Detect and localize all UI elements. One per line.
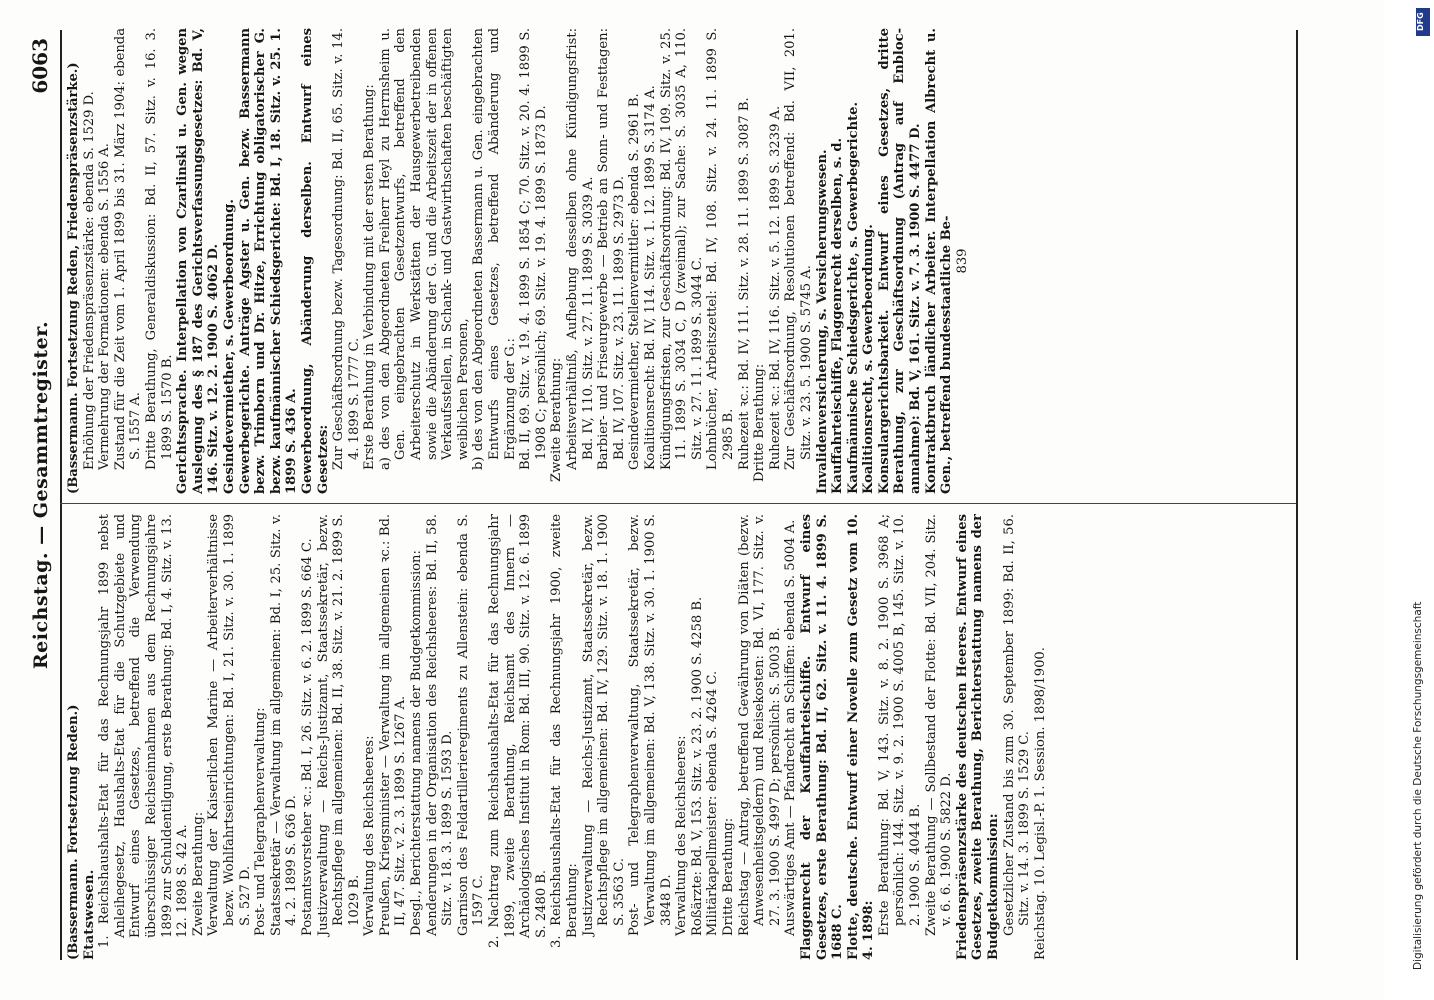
index-entry: Zur Geschäftsordnung, Resolutionen betreffend: Bd. VII, 201. Sitz. v. 23. 5. 1900 S. 5745 A.	[783, 28, 814, 470]
section-heading: Etatswesen.	[81, 869, 97, 960]
index-entry: Post- und Telegraphenverwaltung, Staatssekretär, bezw. Verwaltung im allgemeinen: Bd. V, 138. Sitz. v. 30. 1. 1900 S. 3848 D.	[627, 514, 674, 936]
index-entry: Dritte Berathung:	[752, 363, 768, 482]
page-number: 6063	[28, 38, 52, 94]
index-entry: Kaufmännische Schiedsgerichte, s. Gewerbegerichte.	[845, 101, 861, 494]
continuation-heading: (Bassermann. Fortsetzung Reden.)	[66, 704, 81, 960]
funding-note: Digitalisierung gefördert durch die Deutsche Forschungsgemeinschaft	[1412, 601, 1424, 970]
index-entry: Koalitionsrecht: Bd. IV, 114. Sitz. v. 1. 12. 1899 S. 3174 A.	[642, 85, 658, 470]
index-entry: Zustand für die Zeit vom 1. April 1899 bis 31. März 1904: ebenda S. 1557 A.	[112, 28, 144, 470]
index-entry: Dritte Berathung, Generaldiskussion: Bd. II, 57. Sitz. v. 16. 3. 1899 S. 1570 B.	[143, 28, 175, 470]
running-title: Reichstag. — Gesammtregister.	[30, 320, 52, 670]
index-entry: Gerichtssprache. Interpellation von Czarlinski u. Gen. wegen Auslegung des § 187 des Gerichtsverfassungsgesetzes: Bd. V, 146. Sitz. v. 12. 2. 1900 S. 4062 D.	[175, 28, 222, 494]
index-entry: Zweite Berathung:	[190, 811, 206, 936]
index-entry: Ruhezeit ꝛc.: Bd. IV, 111. Sitz. v. 28. 11. 1899 S. 3087 B.	[736, 97, 752, 470]
signature-mark: 839	[954, 248, 970, 274]
index-entry: Reichstag — Antrag, betreffend Gewährung von Diäten (bezw. Anwesenheitsgeldern) und Reisekosten: Bd. VI, 177. Sitz. v. 27. 3. 1900 S. 4997 D; persönlich: S. 5003 B.	[736, 514, 783, 936]
header-rule	[60, 30, 62, 960]
index-entry: Zweite Berathung:	[549, 357, 565, 482]
index-entry: Ruhezeit ꝛc.: Bd. IV, 116. Sitz. v. 5. 12. 1899 S. 3239 A.	[767, 105, 783, 470]
index-entry: 1. Reichshaushalts-Etat für das Rechnungsjahr 1899 nebst Anleihegesetz, Haushalts-Etat für die Schutzgebiete und Entwurf eines Gesetzes, betreffend die Verwendung überschüssiger Reichseinnahmen aus dem Rechnungsjahre 1899 zur Schuldentilgung, erste Berathung: Bd. I, 4. Sitz. v. 13. 12. 1898 S. 42 A.	[97, 514, 191, 948]
right-column	[66, 28, 1292, 494]
index-entry: Lohnbücher, Arbeitszettel: Bd. IV, 108. Sitz. v. 24. 11. 1899 S. 2985 B.	[705, 28, 736, 470]
index-entry: Dritte Berathung:	[720, 817, 736, 936]
page-header	[22, 30, 62, 960]
index-entry: Kontraktbruch ländlicher Arbeiter. Interpellation Albrecht u. Gen., betreffend bundesstaatliche Be-	[923, 28, 955, 494]
index-entry: Verwaltung des Reichsheeres:	[362, 735, 378, 936]
index-entry: Erhöhung der Friedenspräsenzstärke: ebenda S. 1529 D.	[81, 91, 97, 470]
index-entry: Flaggenrecht der Kauffahrteischiffe. Entwurf eines Gesetzes, erste Berathung: Bd. II, 62. Sitz. v. 11. 4. 1899 S. 1688 C.	[798, 514, 846, 960]
index-entry: Flotte, deutsche. Entwurf einer Novelle zum Gesetz vom 10. 4. 1898:	[845, 514, 877, 960]
index-entry: Gesindevermiether, Stellenvermittler: ebenda S. 2961 B.	[627, 93, 643, 470]
index-entry: Kündigungsfristen, zur Geschäftsordnung: Bd. IV, 109. Sitz. v. 25. 11. 1899 S. 3034 C, D (zweimal); zur Sache: S. 3035 A, 110. Sitz. v. 27. 11. 1899 S. 3044 C.	[658, 28, 705, 470]
index-entry: 3. Reichshaushalts-Etat für das Rechnungsjahr 1900, zweite Berathung:	[549, 514, 580, 948]
index-entry: Militärkapellmeister: ebenda S. 4264 C.	[705, 670, 721, 936]
left-column	[66, 514, 1292, 960]
index-entry: Roßärzte: Bd. V, 153. Sitz. v. 23. 2. 1900 S. 4258 B.	[689, 596, 705, 936]
index-entry: Aenderungen in der Organisation des Reichsheeres: Bd. II, 58. Sitz. v. 18. 3. 1899 S. 1593 D.	[424, 514, 456, 936]
index-entry: Postamtsvorsteher ꝛc.: Bd. I, 26. Sitz. v. 6. 2. 1899 S. 664 C.	[299, 538, 315, 936]
index-entry: Bd. II, 69. Sitz. v. 19. 4. 1899 S. 1854 C; 70. Sitz. v. 20. 4. 1899 S. 1908 C; persönlich; 69. Sitz. v. 19. 4. 1899 S. 1873 D.	[518, 28, 549, 470]
index-entry: Verwaltung des Reichsheeres:	[674, 735, 690, 936]
index-entry: Garnison des Feldartillerieregiments zu Allenstein: ebenda S. 1597 C.	[455, 514, 487, 936]
index-entry: Zweite Berathung — Sollbestand der Flotte: Bd. VII, 204. Sitz. v. 6. 6. 1900 S. 5822 D.	[923, 514, 955, 936]
index-entry: Friedenspräsenzstärke des deutschen Heeres. Entwurf eines Gesetzes, zweite Berathung, Berichterstattung namens der Budgetkommission:	[954, 514, 1002, 960]
index-entry: a) des von den Abgeordneten Freiherr Heyl zu Herrnsheim u. Gen. eingebrachten Gesetzentwurfs, betreffend den Arbeiterschutz in Werkstätten der Hausgewerbetreibenden sowie die Abänderung der G. und die Arbeitszeit der in offenen Verkaufsstellen, in Schank- und Gastwirthschaften beschäftigten weiblichen Personen,	[377, 28, 471, 470]
index-entry: Invalidenversicherung, s. Versicherungswesen.	[814, 149, 830, 494]
index-entry: Erste Berathung in Verbindung mit der ersten Berathung:	[362, 84, 378, 470]
index-entry: Verwaltung der Kaiserlichen Marine — Arbeiterverhältnisse bezw. Wohlfahrtseinrichtungen: Bd. I, 21. Sitz. v. 30. 1. 1899 S. 527 D.	[206, 514, 253, 936]
index-entry: Gesindevermiether, s. Gewerbeordnung.	[221, 199, 237, 494]
index-entry: Justizverwaltung — Reichs-Justizamt, Staatssekretär, bezw. Rechtspflege im allgemeinen: Bd. II, 38. Sitz. v. 21. 2. 1899 S. 1029 B.	[315, 514, 362, 936]
index-entry: Koalitionsrecht, s. Gewerbeordnung.	[861, 224, 877, 494]
index-entry: Kauffahrteischiffe, Flaggenrecht derselben, s. d.	[830, 137, 846, 494]
footer-rule	[1296, 30, 1298, 960]
index-entry: Justizverwaltung — Reichs-Justizamt, Staatssekretär, bezw. Rechtspflege im allgemeinen: Bd. IV, 129. Sitz. v. 18. 1. 1900 S. 3563 C.	[580, 514, 627, 936]
index-entry: Desgl., Berichterstattung namens der Budgetkommission:	[409, 550, 425, 936]
dfg-logo: DFG	[1416, 8, 1430, 36]
column-divider	[60, 503, 1296, 504]
footer-signature: Reichstag. 10. Legisl.-P. 1. Session. 1898/1900.	[1032, 647, 1048, 960]
continuation-heading: (Bassermann. Fortsetzung Reden, Friedenspräsenzstärke.)	[66, 62, 81, 494]
index-entry: Vermehrung der Formationen: ebenda S. 1556 A.	[97, 143, 113, 470]
index-entry: Barbier- und Friseurgewerbe — Betrieb an Sonn- und Festtagen: Bd. IV, 107. Sitz. v. 23. 11. 1899 S. 2973 D.	[596, 28, 627, 470]
index-entry: Zur Geschäftsordnung bezw. Tagesordnung: Bd. II, 65. Sitz. v. 14. 4. 1899 S. 1777 C.	[331, 28, 362, 470]
index-entry: Gewerbeordnung, Abänderung derselben. Entwurf eines Gesetzes:	[299, 28, 331, 494]
index-entry: 2. Nachtrag zum Reichshaushalts-Etat für das Rechnungsjahr 1899, zweite Berathung, Reichsamt des Innern — Archäologisches Institut in Rom: Bd. III, 90. Sitz. v. 12. 6. 1899 S. 2480 B.	[487, 514, 549, 948]
index-entry: Arbeitsverhältniß, Aufhebung desselben ohne Kündigungsfrist: Bd. IV, 110. Sitz. v. 27. 11. 1899 S. 3039 A.	[565, 28, 596, 470]
index-entry: Konsulargerichtsbarkeit. Entwurf eines Gesetzes, dritte Berathung, zur Geschäftsordnung (Antrag auf Enbloc-annahme): Bd. V, 161. Sitz. v. 7. 3. 1900 S. 4477 D.	[876, 28, 924, 494]
index-entry: Staatssekretär — Verwaltung im allgemeinen: Bd. I, 25. Sitz. v. 4. 2. 1899 S. 636 D.	[268, 514, 300, 936]
index-entry: Preußen, Kriegsminister — Verwaltung im allgemeinen ꝛc.: Bd. II, 47. Sitz. v. 2. 3. 1899 S. 1267 A.	[377, 514, 409, 936]
index-entry: Erste Berathung: Bd. V, 143. Sitz. v. 8. 2. 1900 S. 3968 A; persönlich: 144. Sitz. v. 9. 2. 1900 S. 4005 B, 145. Sitz. v. 10. 2. 1900 S. 4044 B.	[876, 514, 924, 936]
index-entry: b) des von den Abgeordneten Bassermann u. Gen. eingebrachten Entwurfs eines Gesetzes, betreffend Abänderung und Ergänzung der G.:	[471, 28, 518, 470]
index-entry: Gewerbegerichte. Anträge Agster u. Gen. bezw. Bassermann bezw. Trimborn und Dr. Hitze, Errichtung obligatorischer G. bezw. kaufmännischer Schiedsgerichte: Bd. I, 18. Sitz. v. 25. 1. 1899 S. 436 A.	[237, 28, 300, 494]
index-entry: Post- und Telegraphenverwaltung:	[253, 707, 269, 936]
index-entry: Gesetzlicher Zustand bis zum 30. September 1899: Bd. II, 56. Sitz. v. 14. 3. 1899 S. 1529 C.	[1001, 514, 1033, 936]
index-entry: Auswärtiges Amt — Pfandrecht an Schiffen: ebenda S. 5004 A.	[783, 519, 799, 936]
